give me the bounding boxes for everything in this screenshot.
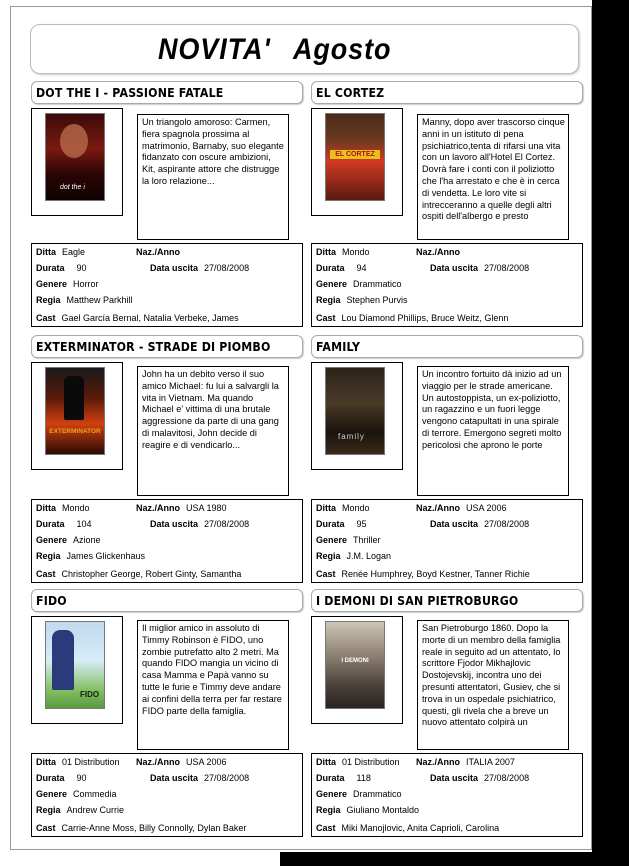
- value-durata: 118: [356, 773, 371, 783]
- label-naz-anno: Naz./Anno: [416, 503, 460, 513]
- poster-title-text: EXTERMINATOR: [49, 428, 101, 435]
- label-genere: Genere: [316, 279, 348, 289]
- label-regia: Regia: [316, 551, 341, 561]
- label-genere: Genere: [36, 279, 68, 289]
- movie-plot: San Pietroburgo 1860. Dopo la morte di un membro della famiglia reale in seguito ad un attentato, lo scrittore Fjodor Mikhajlovic Dostojevskij, incontra uno dei presunti attentatori, Gusiev, che si trova in un ospedale psichiatrico, questi, gli rivela che a breve un nuovo attentato colpirà un: [417, 620, 569, 750]
- label-naz-anno: Naz./Anno: [416, 757, 460, 767]
- label-genere: Genere: [36, 789, 68, 799]
- value-genere: Thriller: [353, 535, 381, 545]
- value-durata: 90: [76, 263, 87, 273]
- movie-plot: John ha un debito verso il suo amico Michael: fu lui a salvargli la vita in Vietnam. Ma quando Michael e' vittima di una brutale aggressione da parte di una gang di malavitosi, John decide di reagire e di vendicarlo...: [137, 366, 289, 496]
- value-data-uscita: 27/08/2008: [484, 263, 530, 273]
- poster-title-text: FIDO: [80, 690, 100, 699]
- value-genere: Commedia: [73, 789, 117, 799]
- value-naz-anno: USA 2006: [186, 757, 227, 767]
- header-title-month: Agosto: [293, 33, 392, 66]
- value-data-uscita: 27/08/2008: [204, 263, 250, 273]
- value-data-uscita: 27/08/2008: [204, 773, 250, 783]
- value-cast: Renée Humphrey, Boyd Kestner, Tanner Richie: [341, 569, 530, 579]
- movie-title-box: [31, 335, 303, 358]
- label-naz-anno: Naz./Anno: [136, 247, 180, 257]
- label-genere: Genere: [36, 535, 68, 545]
- label-ditta: Ditta: [316, 503, 336, 513]
- page-frame-bottom: [280, 852, 629, 866]
- label-regia: Regia: [36, 551, 61, 561]
- poster-title-text: I DEMONI: [341, 658, 369, 664]
- label-durata: Durata: [316, 773, 345, 783]
- movie-title: EL CORTEZ: [316, 85, 385, 100]
- movie-title: FAMILY: [316, 339, 361, 354]
- label-regia: Regia: [36, 805, 61, 815]
- value-durata: 94: [356, 263, 367, 273]
- value-ditta: Mondo: [342, 503, 370, 513]
- poster-frame: [311, 616, 403, 724]
- movie-poster: [325, 367, 385, 455]
- value-data-uscita: 27/08/2008: [484, 773, 530, 783]
- label-data-uscita: Data uscita: [150, 519, 199, 529]
- label-durata: Durata: [316, 519, 345, 529]
- label-genere: Genere: [316, 535, 348, 545]
- label-ditta: Ditta: [316, 757, 336, 767]
- poster-frame: [31, 108, 123, 216]
- poster-frame: [311, 362, 403, 470]
- label-data-uscita: Data uscita: [430, 519, 479, 529]
- label-cast: Cast: [36, 569, 56, 579]
- value-regia: Matthew Parkhill: [66, 295, 133, 305]
- label-data-uscita: Data uscita: [150, 773, 199, 783]
- page-frame-right: [592, 0, 629, 866]
- movie-title: FIDO: [36, 593, 67, 608]
- value-data-uscita: 27/08/2008: [204, 519, 250, 529]
- poster-frame: [31, 616, 123, 724]
- value-cast: Miki Manojlovic, Anita Caprioli, Carolina: [341, 823, 500, 833]
- header-title-novita: NOVITA': [158, 33, 271, 66]
- value-genere: Azione: [73, 535, 101, 545]
- label-naz-anno: Naz./Anno: [136, 757, 180, 767]
- value-cast: Lou Diamond Phillips, Bruce Weitz, Glenn: [341, 313, 509, 323]
- movie-poster: [325, 621, 385, 709]
- label-naz-anno: Naz./Anno: [136, 503, 180, 513]
- label-durata: Durata: [36, 263, 65, 273]
- movie-title: DOT THE I - PASSIONE FATALE: [36, 85, 224, 100]
- label-data-uscita: Data uscita: [430, 263, 479, 273]
- value-durata: 104: [76, 519, 92, 529]
- value-durata: 90: [76, 773, 87, 783]
- value-durata: 95: [356, 519, 367, 529]
- value-naz-anno: USA 1980: [186, 503, 227, 513]
- label-regia: Regia: [36, 295, 61, 305]
- value-regia: Stephen Purvis: [346, 295, 408, 305]
- value-cast: Gael García Bernal, Natalia Verbeke, James: [61, 313, 239, 323]
- movie-poster: [325, 113, 385, 201]
- value-regia: J.M. Logan: [346, 551, 392, 561]
- label-durata: Durata: [36, 519, 65, 529]
- movie-title: I DEMONI DI SAN PIETROBURGO: [316, 593, 519, 608]
- value-naz-anno: ITALIA 2007: [466, 757, 515, 767]
- poster-title-text: family: [338, 432, 365, 441]
- value-ditta: 01 Distribution: [342, 757, 400, 767]
- label-ditta: Ditta: [36, 503, 56, 513]
- value-regia: James Glickenhaus: [66, 551, 146, 561]
- movie-title-box: [31, 81, 303, 104]
- movie-poster: [45, 367, 105, 455]
- movie-title-box: [31, 589, 303, 612]
- label-regia: Regia: [316, 295, 341, 305]
- value-cast: Christopher George, Robert Ginty, Samantha: [61, 569, 242, 579]
- movie-info-table: [31, 499, 303, 583]
- movie-poster: [45, 621, 105, 709]
- movie-info-table: [31, 243, 303, 327]
- movie-info-table: [311, 753, 583, 837]
- label-durata: Durata: [316, 263, 345, 273]
- value-naz-anno: USA 2006: [466, 503, 507, 513]
- header-banner: [30, 24, 579, 74]
- label-ditta: Ditta: [36, 757, 56, 767]
- movie-info-table: [31, 753, 303, 837]
- poster-frame: [311, 108, 403, 216]
- poster-frame: [31, 362, 123, 470]
- poster-title-text: dot the i: [60, 184, 85, 191]
- value-ditta: 01 Distribution: [62, 757, 120, 767]
- movie-title-box: [311, 335, 583, 358]
- label-data-uscita: Data uscita: [430, 773, 479, 783]
- value-genere: Horror: [73, 279, 99, 289]
- movie-plot: Un incontro fortuito dà inizio ad un viaggio per le strade americane. Un autostoppista, un ex-poliziotto, un ragazzino e un fuori legge vengono catapultati in una spirale di terrore. Emergono segreti molto pericolosi che aprono le porte: [417, 366, 569, 496]
- movie-title-box: [311, 81, 583, 104]
- value-cast: Carrie-Anne Moss, Billy Connolly, Dylan Baker: [61, 823, 247, 833]
- movie-plot: Un triangolo amoroso: Carmen, fiera spagnola prossima al matrimonio, Barnaby, suo elegante fidanzato con oscure ambizioni, Kit, aspirante attore che distrugge la loro relazione...: [137, 114, 289, 240]
- label-genere: Genere: [316, 789, 348, 799]
- label-cast: Cast: [316, 313, 336, 323]
- value-ditta: Mondo: [62, 503, 90, 513]
- label-cast: Cast: [36, 313, 56, 323]
- value-genere: Drammatico: [353, 789, 402, 799]
- label-data-uscita: Data uscita: [150, 263, 199, 273]
- value-ditta: Mondo: [342, 247, 370, 257]
- value-genere: Drammatico: [353, 279, 402, 289]
- movie-title: EXTERMINATOR - STRADE DI PIOMBO: [36, 339, 271, 354]
- movie-title-box: [311, 589, 583, 612]
- label-naz-anno: Naz./Anno: [416, 247, 460, 257]
- label-ditta: Ditta: [36, 247, 56, 257]
- label-cast: Cast: [316, 823, 336, 833]
- movie-plot: Manny, dopo aver trascorso cinque anni in un istituto di pena psichiatrico,tenta di rifarsi una vita con un lavoro all'Hotel El Cortez. Dovrà fare i conti con il poliziotto che l'ha arrestato e che è in cerca di vendetta. Le loro vite si intrecceranno a quelle degli altri ospiti dell'albergo e presto: [417, 114, 569, 240]
- label-cast: Cast: [316, 569, 336, 579]
- value-regia: Giuliano Montaldo: [346, 805, 420, 815]
- movie-poster: [45, 113, 105, 201]
- poster-title-text: EL CORTEZ: [330, 150, 380, 159]
- label-regia: Regia: [316, 805, 341, 815]
- label-durata: Durata: [36, 773, 65, 783]
- label-cast: Cast: [36, 823, 56, 833]
- movie-info-table: [311, 499, 583, 583]
- label-ditta: Ditta: [316, 247, 336, 257]
- value-data-uscita: 27/08/2008: [484, 519, 530, 529]
- value-ditta: Eagle: [62, 247, 86, 257]
- value-regia: Andrew Currie: [66, 805, 125, 815]
- movie-plot: Il miglior amico in assoluto di Timmy Robinson è FIDO, uno zombie putrefatto alto 2 metri. Ma quando FIDO mangia un vicino di casa Mamma e Papà vanno su tutte le furie e Timmy deve andare ai confini della terra per far restare FIDO parte della famiglia.: [137, 620, 289, 750]
- movie-info-table: [311, 243, 583, 327]
